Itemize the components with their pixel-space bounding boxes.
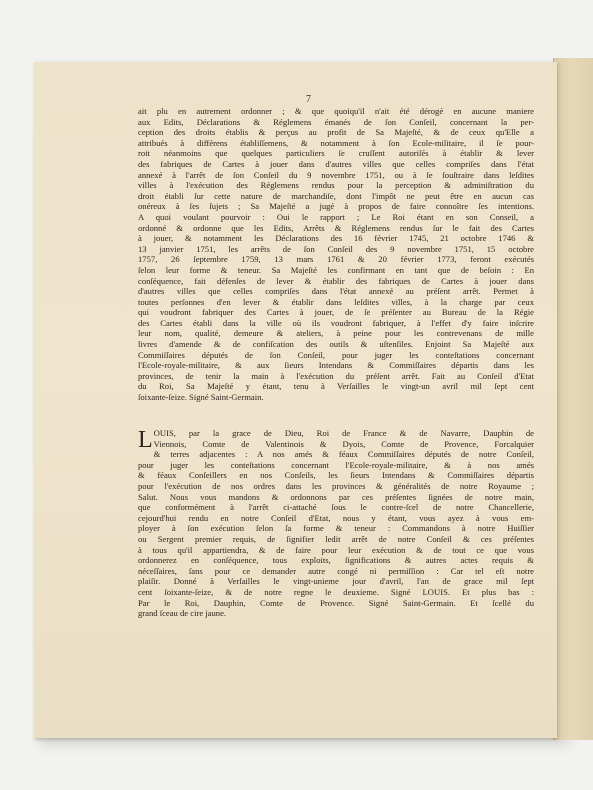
text-line: attribués à différens établiſſemens, & notamment à ſon Ecole-militaire, il ſe pour- — [138, 137, 534, 148]
text-line: & féaux Conſeillers en nos Conſeils, les ſieurs Intendans & Commiſſaires départis — [138, 470, 534, 481]
text-line: néceſſaires, ſans pour ce demander autre congé ni permiſſion : Car tel eſt notre — [138, 565, 534, 576]
text-line: du Roi, Sa Majeſté y étant, tenu à Verſailles le vingt-un avril mil ſept cent — [138, 381, 534, 392]
letters-patent-paragraph — [138, 428, 534, 619]
text-line: cejourd'hui rendu en notre Conſeil d'Etat, nous y étant, vous ayez à vous em- — [138, 512, 534, 523]
text-line: onéreux à ſes ſujets ; Sa Majeſté a jugé à propos de faire connoître ſes intentions. — [138, 201, 534, 212]
text-line: Salut. Nous vous mandons & ordonnons par ces préſentes ſignées de notre main, — [138, 491, 534, 502]
text-line: à tous qu'il appartiendra, & de faire pour leur exécution & de tout ce que vous — [138, 544, 534, 555]
text-line: Par le Roi, Dauphin, Comte de Provence. Signé Saint-Germain. Et ſcellé du — [138, 597, 534, 608]
text-line: pour juger les conteſtations concernant l'Ecole-royale-militaire, & à nos amés — [138, 459, 534, 470]
text-line: que conformément à l'arrêt ci-attaché ſous le contre-ſcel de notre Chancellerie, — [138, 502, 534, 513]
text-line: 13 janvier 1751, les arrêts de ſon Conſeil des 9 novembre 1751, 15 octobre — [138, 243, 534, 254]
text-line: villes à l'exécution des Réglemens rendus pour la perception & adminiſtration du — [138, 180, 534, 191]
text-line: ſoixante-ſeize. Signé Saint-Germain. — [138, 392, 264, 403]
text-line: ſelon leur forme & teneur. Sa Majeſté les confirmant en tant que de beſoin : En — [138, 264, 534, 275]
text-line: pour l'exécution de nos ordres dans les provinces & généralités de notre Royaume ; — [138, 480, 534, 491]
text-line: OUIS, par la grace de Dieu, Roi de France & de Navarre, Dauphin de — [153, 428, 534, 438]
dropcap-letter: L — [138, 427, 153, 453]
text-line: toutes perſonnes d'en lever & établir dans leſdites villes, à la charge par ceux — [138, 296, 534, 307]
text-line: ait plu en autrement ordonner ; & que quoiqu'il n'ait été dérogé en aucune maniere — [138, 106, 534, 116]
page-number: 7 — [306, 94, 311, 105]
text-line: roit néanmoins que quelques particuliers ſe cruſſent autoriſés à établir & lever — [138, 148, 534, 159]
text-line: 1757, 26 ſeptembre 1759, 13 mars 1761 & 20 février 1773, feront exécutés — [138, 254, 534, 265]
text-line: ou Sergent premier requis, de ſignifier ledit arrêt de notre Conſeil & ces préſentes — [138, 533, 534, 544]
text-line: l'Ecole-royale-militaire, & aux ſieurs Intendans & Commiſſaires départis dans les — [138, 360, 534, 371]
text-line: Viennois, Comte de Valentinois & Dyois, Comte de Provence, Forcalquier — [153, 438, 534, 449]
text-line: ception des droits établis & perçus au profit de Sa Majeſté, & de ceux qu'Elle a — [138, 127, 534, 138]
text-line: droit établi ſur cette nature de marchandiſe, dont l'impôt ne peut être en aucun cas — [138, 190, 534, 201]
text-line: grand ſceau de cire jaune. — [138, 608, 227, 619]
text-line: livres d'amende & de confiſcation des outils & uſtenſiles. Enjoint Sa Majeſté aux — [138, 339, 534, 350]
text-line: des fabriques de Cartes à jouer dans d'autres villes que celles compriſes dans l'état — [138, 158, 534, 169]
text-line: à jouer, & notamment les Déclarations des 16 février 1745, 21 octobre 1746 & — [138, 233, 534, 244]
next-sheet-edge — [553, 58, 593, 740]
text-line: ordonnerez en conſéquence, tous exploits, ſignifications & autres actes requis & — [138, 555, 534, 566]
text-line: leur nom, qualité, demeure & ateliers, à peine pour les contrevenans de mille — [138, 328, 534, 339]
text-line: plaiſir. Donné à Verſailles le vingt-unieme jour d'avril, l'an de grace mil ſept — [138, 576, 534, 587]
text-line: aux Edits, Déclarations & Réglemens émanés de ſon Conſeil, concernant la per- — [138, 116, 534, 127]
text-line: ordonné & ordonne que les Edits, Arrêts & Réglemens rendus ſur le fait des Cartes — [138, 222, 534, 233]
text-line: A quoi voulant pourvoir : Oui le rapport ; Le Roi étant en son Conseil, a — [138, 211, 534, 222]
text-line: Commiſſaires députés de ſon Conſeil, pour juger les conteſtations concernant — [138, 349, 534, 360]
text-line: & terres adjacentes : A nos amés & féaux Commiſſaires députés de notre Conſeil, — [153, 449, 534, 460]
text-line: des Cartes établi dans la ville où ils voudront fabriquer, à l'effet d'y faire inſcrire — [138, 317, 534, 328]
decree-paragraph — [138, 106, 534, 403]
document-page — [34, 62, 557, 738]
text-line: cent ſoixante-ſeize, & de notre regne le deuxieme. Signé LOUIS. Et plus bas : — [138, 586, 534, 597]
text-line: d'autres villes que celles compriſes dans l'état annexé au préſent arrêt. Permet à — [138, 286, 534, 297]
text-line: ployer à ſon exécution ſelon ſa forme & teneur : Commandons à notre Huiſſier — [138, 523, 534, 534]
text-line: qui voudront fabriquer des Cartes à jouer, de ſe préſenter au Bureau de la Régie — [138, 307, 534, 318]
text-line: provinces, de tenir la main à l'exécution du préſent arrêt. Fait au Conſeil d'Etat — [138, 370, 534, 381]
text-line: conſéquence, fait défenſes de lever & établir des fabriques de Cartes à jouer dans — [138, 275, 534, 286]
text-line: annexé à l'arrêt de ſon Conſeil du 9 novembre 1751, ou à ſe ſouſtraire dans leſdites — [138, 169, 534, 180]
